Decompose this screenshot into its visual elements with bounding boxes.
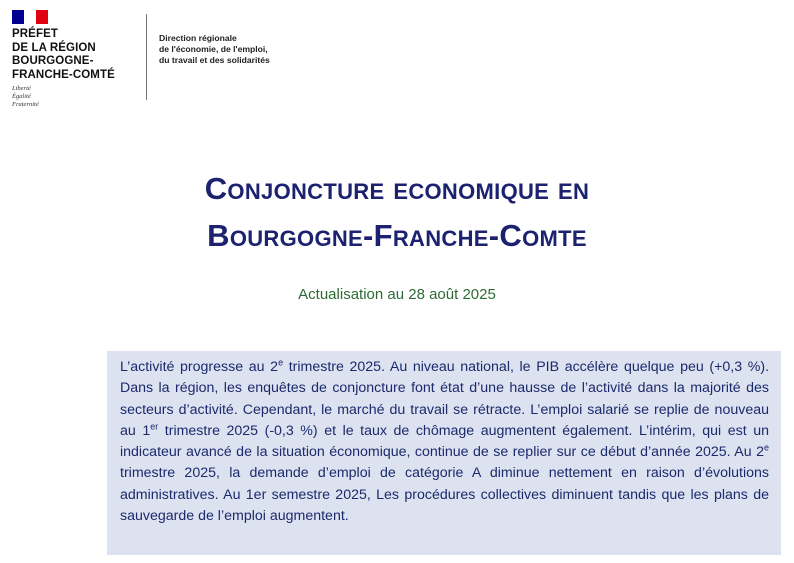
direction-line: du travail et des solidarités bbox=[159, 55, 270, 65]
superscript: e bbox=[278, 357, 284, 368]
superscript: er bbox=[150, 421, 159, 432]
flag-red-stripe bbox=[36, 10, 48, 24]
summary-text: trimestre 2025 (-0,3 %) et le taux de chômage augmentent également. L’intérim, qui est un indicateur avancé de la situation économique, continue de se replier sur ce début d’année 2025. Au 2 bbox=[120, 422, 769, 461]
prefet-logo-text bbox=[12, 28, 115, 82]
update-date: Actualisation au 28 août 2025 bbox=[298, 286, 496, 303]
summary-box bbox=[107, 351, 781, 555]
title-line-2: Bourgogne-Franche-Comte bbox=[207, 218, 587, 253]
page-title bbox=[0, 165, 794, 259]
motto-line: Égalité bbox=[12, 93, 31, 100]
prefet-line: DE LA RÉGION bbox=[12, 41, 96, 54]
direction-line: Direction régionale bbox=[159, 33, 237, 43]
motto-line: Liberté bbox=[12, 85, 31, 92]
summary-text: trimestre 2025. Au niveau national, le PIB accélère quelque peu (+0,3 %). Dans la région, les enquêtes de conjoncture font état d’une hausse de l’activité dans la majorité des secteurs d’activité. Cependant, le marché du travail se rétracte. L’emploi salarié se replie de nouveau au 1 bbox=[120, 359, 770, 439]
flag-white-stripe bbox=[24, 10, 36, 24]
title-line-1: Conjoncture economique en bbox=[204, 171, 590, 206]
flag-blue-stripe bbox=[12, 10, 24, 24]
republic-motto bbox=[12, 85, 39, 109]
french-flag-icon bbox=[12, 10, 48, 24]
prefet-line: FRANCHE-COMTÉ bbox=[12, 68, 115, 81]
summary-text: L’activité progresse au 2 bbox=[120, 359, 279, 375]
superscript: e bbox=[763, 442, 769, 453]
prefet-line: PRÉFET bbox=[12, 28, 58, 40]
motto-line: Fraternité bbox=[12, 101, 39, 108]
direction-line: de l'économie, de l'emploi, bbox=[159, 44, 268, 54]
direction-name bbox=[159, 33, 270, 66]
summary-text: trimestre 2025, la demande d’emploi de catégorie A diminue nettement en raison d’évolutions administratives. Au 1er semestre 2025, Les procédures collectives diminuent tandis que les plans de sauvegarde de l’emploi augmentent. bbox=[120, 465, 769, 525]
header-divider bbox=[146, 14, 147, 100]
header bbox=[12, 10, 312, 120]
prefet-line: BOURGOGNE- bbox=[12, 55, 94, 67]
